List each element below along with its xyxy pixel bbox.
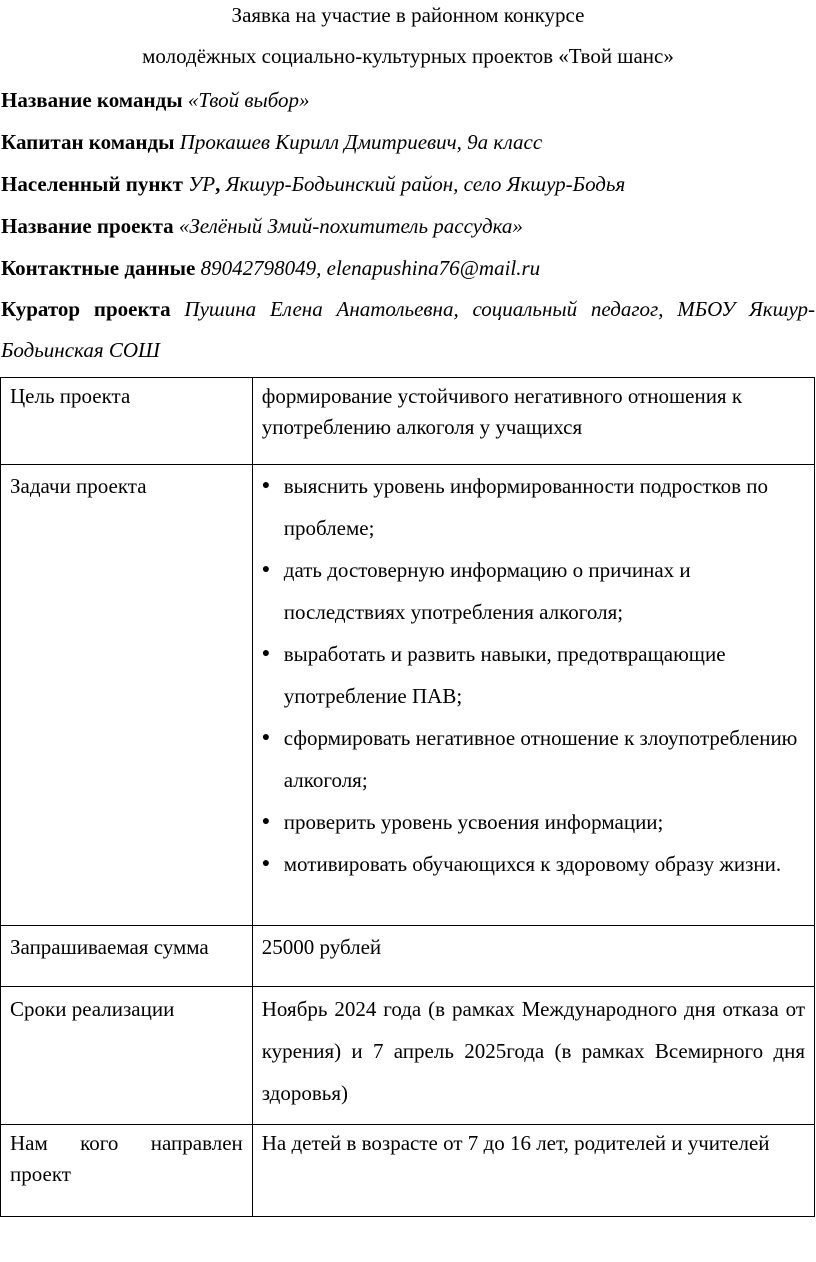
tasks-label: Задачи проекта bbox=[1, 465, 253, 926]
project-name-value: «Зелёный Змий-похититель рассудка» bbox=[178, 214, 523, 238]
list-item bbox=[262, 843, 805, 885]
tasks-list bbox=[262, 465, 805, 885]
captain-value: Прокашев Кирилл Дмитриевич, 9а класс bbox=[179, 130, 543, 154]
captain-label: Капитан команды bbox=[1, 130, 175, 154]
list-item bbox=[262, 633, 805, 717]
list-item bbox=[262, 549, 805, 633]
document-title-line-1: Заявка на участие в районном конкурсе bbox=[231, 3, 585, 27]
bullet-icon: ● bbox=[261, 730, 271, 745]
captain-field bbox=[1, 128, 816, 156]
amount-label: Запрашиваемая сумма bbox=[1, 926, 253, 987]
team-name-field bbox=[1, 86, 816, 114]
project-info-table bbox=[0, 377, 815, 1217]
bullet-icon: ● bbox=[261, 562, 271, 577]
table-row-goal bbox=[1, 378, 815, 465]
list-item bbox=[262, 717, 805, 801]
goal-label: Цель проекта bbox=[1, 378, 253, 465]
table-row-audience bbox=[1, 1125, 815, 1217]
audience-label: Нам кого направлен проект bbox=[1, 1125, 253, 1217]
task-text: выяснить уровень информированности подростков по проблеме; bbox=[283, 474, 769, 540]
task-text: сформировать негативное отношение к злоупотреблению алкоголя; bbox=[283, 726, 798, 792]
list-item bbox=[262, 801, 805, 843]
document-title-line-2: молодёжных социально-культурных проектов «Твой шанс» bbox=[142, 44, 674, 68]
bullet-icon: ● bbox=[261, 814, 271, 829]
table-row-amount bbox=[1, 926, 815, 987]
terms-label: Сроки реализации bbox=[1, 987, 253, 1125]
curator-value: Пушина Елена Анатольевна, социальный педагог, МБОУ Якшур-Бодьинская СОШ bbox=[1, 297, 816, 362]
locality-value-ur: УР bbox=[188, 172, 216, 196]
contacts-field bbox=[1, 254, 816, 282]
project-name-label: Название проекта bbox=[1, 214, 174, 238]
locality-comma: , bbox=[215, 172, 221, 196]
terms-value: Ноябрь 2024 года (в рамках Международного дня отказа от курения) и 7 апрель 2025года (в рамках Всемирного дня здоровья) bbox=[252, 987, 814, 1125]
task-text: мотивировать обучающихся к здоровому образу жизни. bbox=[283, 852, 782, 876]
curator-label: Куратор проекта bbox=[1, 297, 171, 321]
team-name-value: «Твой выбор» bbox=[187, 88, 310, 112]
locality-field bbox=[1, 170, 816, 198]
project-name-field bbox=[1, 212, 816, 240]
team-name-label: Название команды bbox=[1, 88, 183, 112]
task-text: дать достоверную информацию о причинах и последствиях употребления алкоголя; bbox=[283, 558, 691, 624]
curator-field bbox=[1, 289, 815, 371]
task-text: выработать и развить навыки, предотвращающие употребление ПАВ; bbox=[283, 642, 726, 708]
amount-value: 25000 рублей bbox=[252, 926, 814, 987]
list-item bbox=[262, 465, 805, 549]
contacts-label: Контактные данные bbox=[1, 256, 196, 280]
bullet-icon: ● bbox=[261, 646, 271, 661]
table-row-terms bbox=[1, 987, 815, 1125]
task-text: проверить уровень усвоения информации; bbox=[283, 810, 664, 834]
goal-value: формирование устойчивого негативного отношения к употреблению алкоголя у учащихся bbox=[252, 378, 814, 465]
locality-value-rest: Якшур-Бодьинский район, село Якшур-Бодья bbox=[225, 172, 626, 196]
contacts-value: 89042798049, elenapushina76@mail.ru bbox=[200, 256, 541, 280]
bullet-icon: ● bbox=[261, 856, 271, 871]
audience-value: На детей в возрасте от 7 до 16 лет, родителей и учителей bbox=[252, 1125, 814, 1217]
locality-label: Населенный пункт bbox=[1, 172, 183, 196]
table-row-tasks bbox=[1, 465, 815, 926]
bullet-icon: ● bbox=[261, 478, 271, 493]
tasks-cell bbox=[252, 465, 814, 926]
